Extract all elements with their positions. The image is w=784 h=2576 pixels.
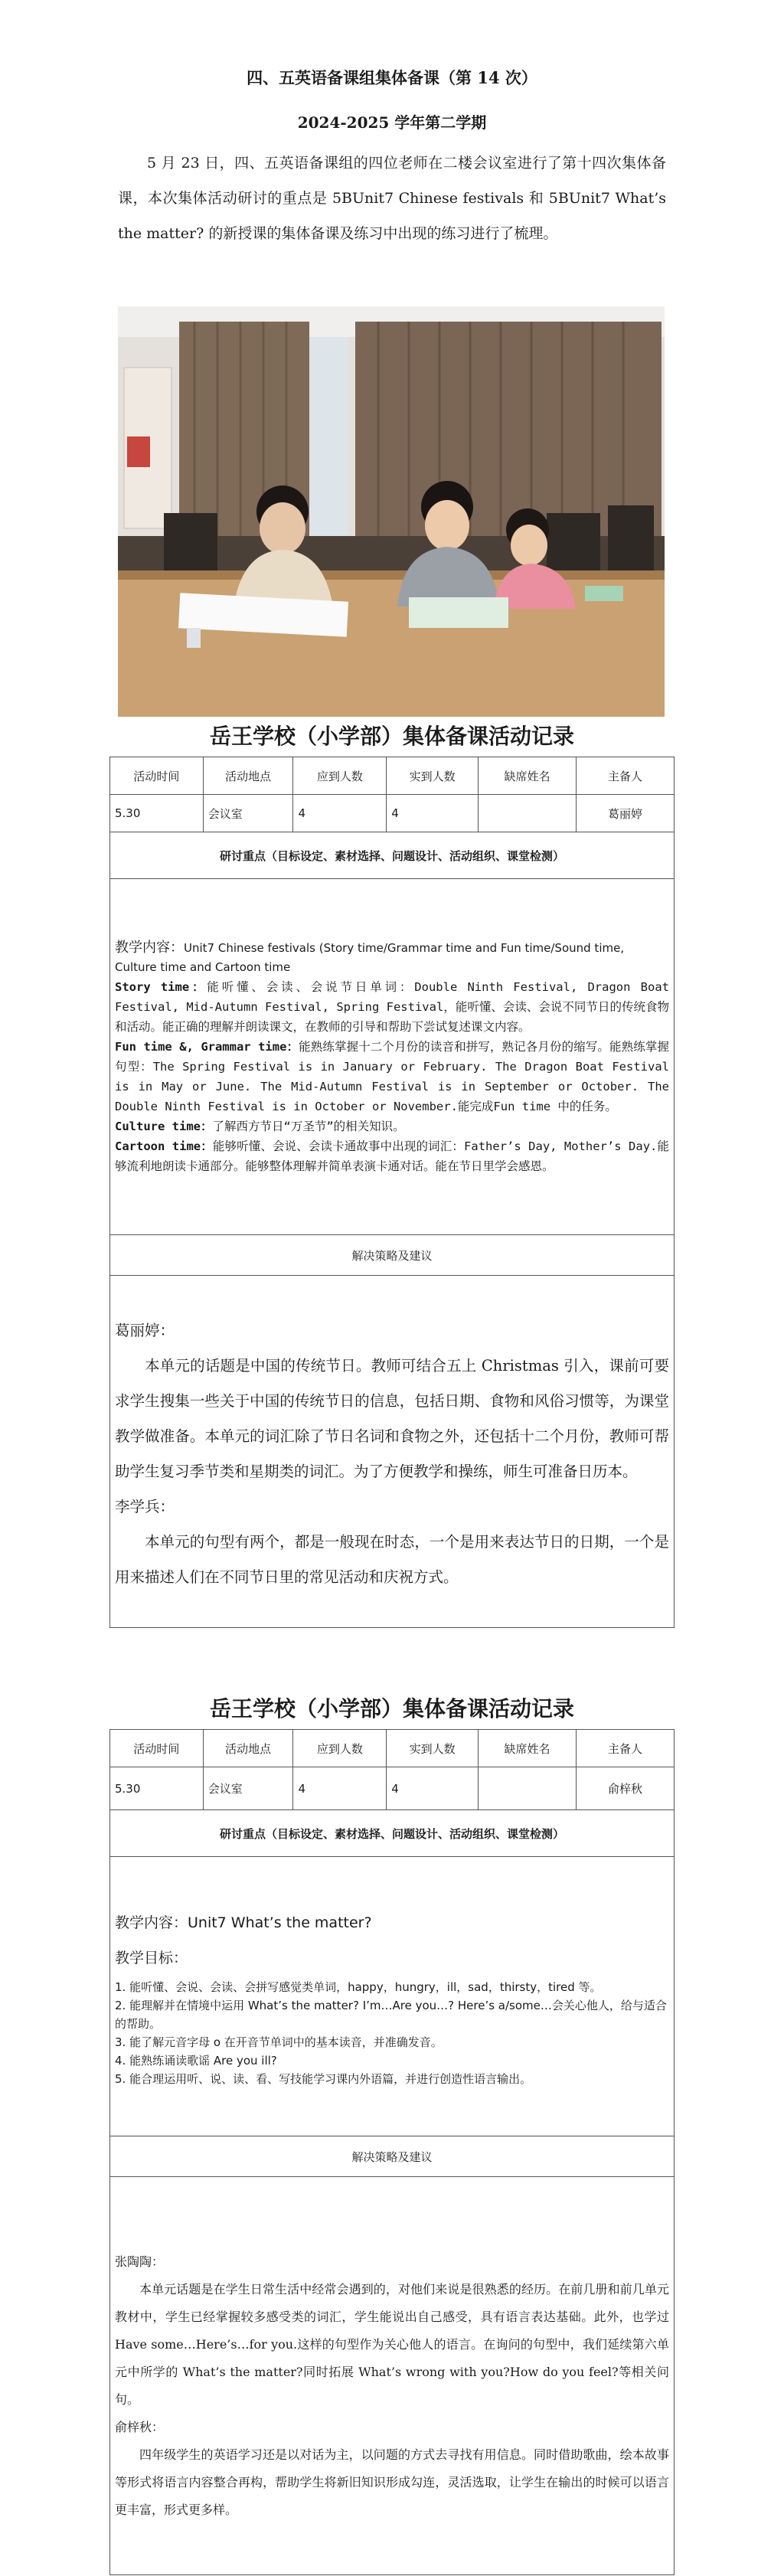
record2-content-cell — [110, 1857, 675, 2136]
header-actual: 实到人数 — [387, 1730, 479, 1767]
value-place: 会议室 — [203, 1767, 293, 1810]
focus-label: 研讨重点（目标设定、素材选择、问题设计、活动组织、课堂检测） — [110, 832, 675, 879]
meeting-photo-illustration — [118, 306, 665, 717]
content-title: Unit7 Chinese festivals (Story time/Grammar time and Fun time/Sound time, Culture time and Cartoon time — [115, 940, 625, 974]
goals-label: 教学目标： — [115, 1950, 188, 1966]
fun-time-block — [115, 1037, 669, 1116]
record2-solution-header-row — [110, 2136, 675, 2177]
teacher-name: 俞梓秋： — [115, 2419, 165, 2434]
goal-item: 4. 能熟练诵读歌谣 Are you ill? — [115, 2054, 277, 2068]
intro-paragraph: 5 月 23 日，四、五英语备课组的四位老师在二楼会议室进行了第十四次集体备课，本次集体活动研讨的重点是 5BUnit7 Chinese festivals 和 5BUnit7 What’s the matter? 的新授课的集体备课及练习中出现的练习进行了梳理。 — [118, 155, 666, 242]
content-heading — [115, 938, 669, 977]
record2-header-row — [110, 1730, 675, 1767]
cartoon-time-block — [115, 1136, 669, 1176]
record1-content-row — [110, 879, 675, 1235]
header-actual: 实到人数 — [387, 757, 479, 795]
record2-value-row — [110, 1767, 675, 1810]
record2-content-row — [110, 1857, 675, 2136]
header-absent: 缺席姓名 — [479, 1730, 577, 1767]
value-expected: 4 — [293, 795, 387, 832]
record1-value-row — [110, 795, 675, 832]
header-host: 主备人 — [576, 1730, 674, 1767]
record1-focus-row — [110, 832, 675, 879]
record2-solution-cell — [110, 2177, 675, 2575]
record2-solution-row — [110, 2177, 675, 2575]
record1-solution-cell — [110, 1276, 675, 1628]
story-time-text: 能听懂、会读、会说节日单词：Double Ninth Festival, Dragon Boat Festival, Mid-Autumn Festival, Spring Festival，能听懂、会读、会说不同节日的传统食物和活动。能正确的理解并朗读课文，在教师的引导和帮助下尝试复述课文内容。 — [115, 979, 669, 1034]
header-host: 主备人 — [576, 757, 674, 795]
record2-table — [109, 1729, 675, 2575]
fun-time-label: Fun time &, Grammar time： — [115, 1039, 299, 1054]
fun-time-text: 能熟练掌握十二个月份的读音和拼写，熟记各月份的缩写。能熟练掌握句型：The Spring Festival is in January or February. The Dragon Boat Festival is in May or June. The Mid-Autumn Festival is in September or October. The Double Ninth Festival is in October or November.能完成Fun time 中的任务。 — [115, 1039, 669, 1113]
value-place: 会议室 — [203, 795, 293, 832]
header-expected: 应到人数 — [293, 1730, 387, 1767]
culture-time-text: 了解西方节日“万圣节”的相关知识。 — [212, 1119, 405, 1133]
value-time: 5.30 — [110, 795, 204, 832]
record1-solution-header-row — [110, 1235, 675, 1276]
value-absent — [479, 795, 577, 832]
document-title: 四、五英语备课组集体备课（第 14 次） — [247, 68, 537, 87]
value-host: 俞梓秋 — [576, 1767, 674, 1810]
meeting-photo — [118, 306, 665, 717]
goal-item: 2. 能理解并在情境中运用 What’s the matter? I’m…Are you…? Here’s a/some…会关心他人，给与适合的帮助。 — [115, 1999, 667, 2031]
teacher-name: 张陶陶： — [115, 2254, 165, 2269]
goal-item: 5. 能合理运用听、说、读、看、写技能学习课内外语篇，并进行创造性语言输出。 — [115, 2072, 532, 2086]
document-header — [0, 61, 784, 139]
record2-focus-row — [110, 1810, 675, 1857]
content-heading: 教学内容：Unit7 What’s the matter? — [115, 1914, 372, 1931]
record1-header-row — [110, 757, 675, 795]
teacher-comment: 本单元的句型有两个，都是一般现在时态，一个是用来表达节日的日期，一个是用来描述人们在不同节日里的常见活动和庆祝方式。 — [115, 1532, 669, 1586]
record1-caption: 岳王学校（小学部）集体备课活动记录 — [209, 724, 574, 749]
focus-label: 研讨重点（目标设定、素材选择、问题设计、活动组织、课堂检测） — [110, 1810, 675, 1857]
record1-solution-row — [110, 1276, 675, 1628]
story-time-block — [115, 977, 669, 1037]
record1-table — [109, 757, 675, 1628]
record1-content-cell — [110, 879, 675, 1235]
value-host: 葛丽婷 — [576, 795, 674, 832]
teacher-comment: 本单元的话题是中国的传统节日。教师可结合五上 Christmas 引入，课前可要求学生搜集一些关于中国的传统节日的信息，包括日期、食物和风俗习惯等，为课堂教学做准备。本单元的词汇除了节日名词和食物之外，还包括十二个月份，教师可帮助学生复习季节类和星期类的词汇。为了方便教学和操练，师生可准备日历本。 — [115, 1356, 669, 1480]
value-absent — [479, 1767, 577, 1810]
teacher-comment: 本单元话题是在学生日常生活中经常会遇到的，对他们来说是很熟悉的经历。在前几册和前几单元教材中，学生已经掌握较多感受类的词汇，学生能说出自己感受，具有语言表达基础。此外，也学过 Have some…Here’s…for you.这样的句型作为关心他人的语言。在询问的句型中，我们延续第六单元中所学的 What’s the matter?同时拓展 What’s wrong with you?How do you feel?等相关问句。 — [115, 2281, 669, 2407]
culture-time-block — [115, 1116, 669, 1136]
solution-header: 解决策略及建议 — [110, 1235, 675, 1276]
term-label: 2024-2025 学年第二学期 — [297, 113, 487, 132]
header-time: 活动时间 — [110, 757, 204, 795]
record2-caption: 岳王学校（小学部）集体备课活动记录 — [209, 1696, 574, 1721]
cartoon-time-label: Cartoon time： — [115, 1139, 213, 1153]
goal-item: 3. 能了解元音字母 o 在开音节单词中的基本读音，并准确发音。 — [115, 2035, 443, 2049]
value-time: 5.30 — [110, 1767, 204, 1810]
teacher-name: 李学兵： — [115, 1497, 175, 1515]
header-place: 活动地点 — [203, 1730, 293, 1767]
header-absent: 缺席姓名 — [479, 757, 577, 795]
header-expected: 应到人数 — [293, 757, 387, 795]
header-time: 活动时间 — [110, 1730, 204, 1767]
teacher-comment: 四年级学生的英语学习还是以对话为主，以问题的方式去寻找有用信息。同时借助歌曲，绘本故事等形式将语言内容整合再构，帮助学生将新旧知识形成勾连，灵活选取，让学生在输出的时候可以语言更丰富，形式更多样。 — [115, 2447, 669, 2517]
content-label: 教学内容： — [115, 939, 184, 956]
culture-time-label: Culture time： — [115, 1119, 213, 1133]
value-actual: 4 — [387, 1767, 479, 1810]
solution-header: 解决策略及建议 — [110, 2136, 675, 2177]
header-place: 活动地点 — [203, 757, 293, 795]
value-expected: 4 — [293, 1767, 387, 1810]
cartoon-time-text: 能够听懂、会说、会读卡通故事中出现的词汇：Father’s Day, Mother’s Day.能够流利地朗读卡通部分。能够整体理解并简单表演卡通对话。能在节日里学会感恩。 — [115, 1139, 670, 1173]
goal-item: 1. 能听懂、会说、会读、会拼写感觉类单词，happy，hungry，ill，sad，thirsty，tired 等。 — [115, 1980, 602, 1994]
teacher-name: 葛丽婷： — [115, 1321, 175, 1339]
value-actual: 4 — [387, 795, 479, 832]
story-time-label: Story time： — [115, 979, 207, 994]
